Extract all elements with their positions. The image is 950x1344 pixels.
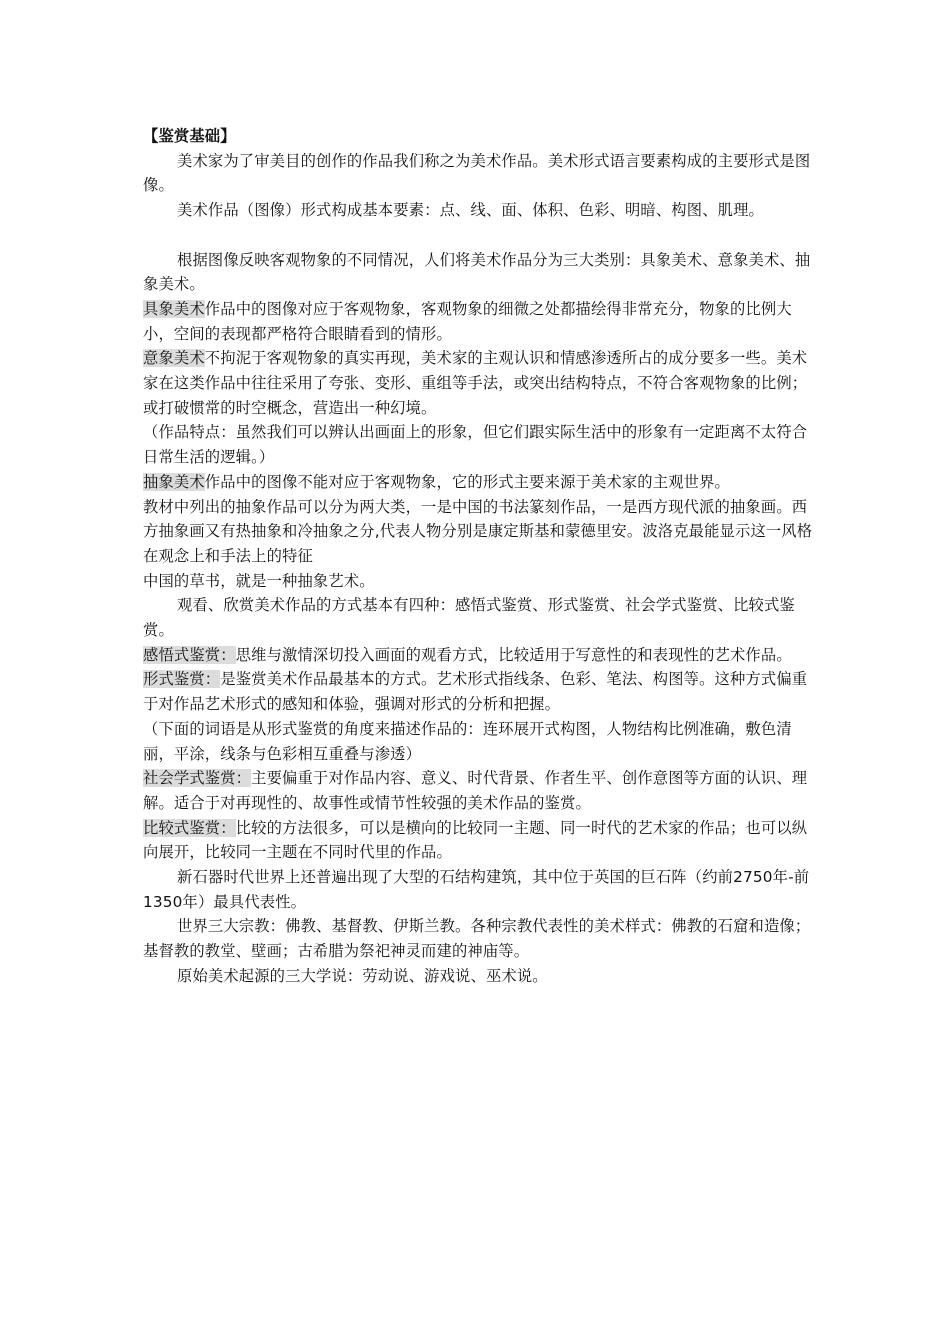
paragraph-imagery-art [143,346,815,420]
paragraph-basic-elements: 美术作品（图像）形式构成基本要素：点、线、面、体积、色彩、明暗、构图、肌理。 [177,201,764,220]
blank-line [143,223,815,248]
text-formal: 是鉴赏美术作品最基本的方式。艺术形式指线条、色彩、笔法、构图等。这种方式偏重于对作品艺术形式的感知和体验，强调对形式的分析和把握。 [143,670,808,714]
text-abstract-art: 作品中的图像不能对应于客观物象，它的形式主要来源于美术家的主观世界。 [204,472,730,491]
term-sociological: 社会学式鉴赏： [143,769,252,788]
paragraph-formal-note: （下面的词语是从形式鉴赏的角度来描述作品的：连环展开式构图，人物结构比例准确，敷色清丽，平涂，线条与色彩相互重叠与渗透） [143,719,792,763]
paragraph-religions: 世界三大宗教：佛教、基督教、伊斯兰教。各种宗教代表性的美术样式：佛教的石窟和造像；基督教的教堂、壁画；古希腊为祭祀神灵而建的神庙等。 [143,917,811,961]
section-heading: 【鉴赏基础】 [143,127,236,145]
term-formal: 形式鉴赏： [143,670,221,689]
term-perceptive: 感悟式鉴赏： [143,645,236,664]
text-sociological: 主要偏重于对作品内容、意义、时代背景、作者生平、创作意图等方面的认识、理解。适合于对再现性的、故事性或情节性较强的美术作品的鉴赏。 [143,769,808,812]
paragraph-concrete-art [143,297,815,346]
paragraph-sociological [143,766,815,815]
paragraph-abstract-art [143,470,815,495]
term-comparative: 比较式鉴赏： [143,818,236,837]
paragraph-stonehenge: 新石器时代世界上还普遍出现了大型的石结构建筑，其中位于英国的巨石阵（约前2750年-前1350年）最具代表性。 [143,868,810,911]
paragraph-cursive: 中国的草书，就是一种抽象艺术。 [143,571,375,590]
text-perceptive: 思维与激情深切投入画面的观看方式，比较适用于写意性的和表现性的艺术作品。 [235,645,792,664]
paragraph-art-definition: 美术家为了审美目的创作的作品我们称之为美术作品。美术形式语言要素构成的主要形式是图像。 [143,151,811,195]
paragraph-perceptive [143,643,815,668]
term-abstract-art: 抽象美术 [143,472,205,491]
term-concrete-art: 具象美术 [143,299,205,318]
text-imagery-art: 不拘泥于客观物象的真实再现，美术家的主观认识和情感渗透所占的成分要多一些。美术家在这类作品中往往采用了夸张、变形、重组等手法，或突出结构特点，不符合客观物象的比例；或打破惯常的时空概念，营造出一种幻境。 [143,349,808,417]
paragraph-imagery-note: （作品特点：虽然我们可以辨认出画面上的形象，但它们跟实际生活中的形象有一定距离不太符合日常生活的逻辑。） [143,423,808,467]
paragraph-formal [143,667,815,716]
text-comparative: 比较的方法很多，可以是横向的比较同一主题、同一时代的艺术家的作品；也可以纵向展开，比较同一主题在不同时代里的作品。 [143,818,808,862]
paragraph-appreciation-ways: 观看、欣赏美术作品的方式基本有四种：感悟式鉴赏、形式鉴赏、社会学式鉴赏、比较式鉴赏。 [143,596,795,640]
document-body [143,124,815,989]
text-concrete-art: 作品中的图像对应于客观物象，客观物象的细微之处都描绘得非常充分，物象的比例大小，空间的表现都严格符合眼睛看到的情形。 [143,299,792,343]
paragraph-art-origin: 原始美术起源的三大学说：劳动说、游戏说、巫术说。 [177,966,548,985]
paragraph-comparative [143,816,815,865]
term-imagery-art: 意象美术 [143,349,205,368]
paragraph-three-categories: 根据图像反映客观物象的不同情况，人们将美术作品分为三大类别：具象美术、意象美术、抽象美术。 [143,250,811,294]
paragraph-textbook-abstract: 教材中列出的抽象作品可以分为两大类，一是中国的书法篆刻作品，一是西方现代派的抽象画。西方抽象画又有热抽象和冷抽象之分,代表人物分别是康定斯基和蒙德里安。波洛克最能显示这一风格在观念上和手法上的特征 [143,497,813,565]
